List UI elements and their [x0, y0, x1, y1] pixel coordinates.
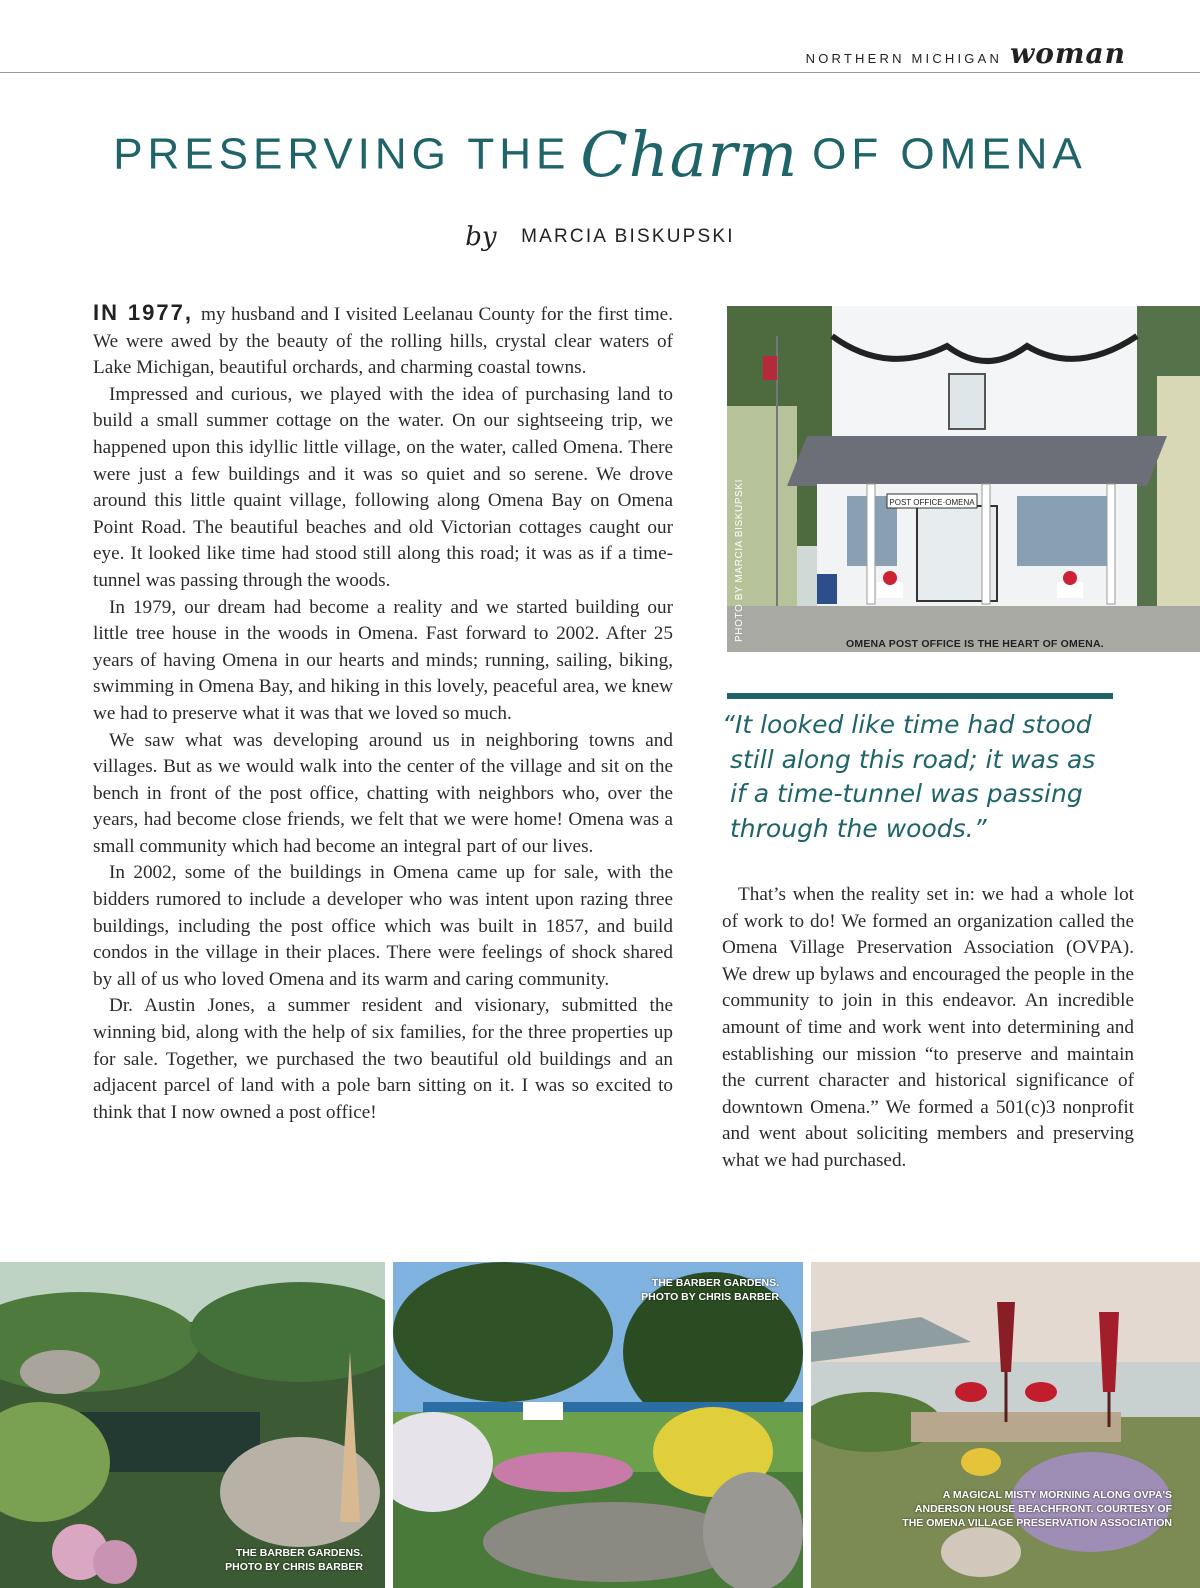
beachfront-photo [811, 1262, 1200, 1588]
caption-line: A MAGICAL MISTY MORNING ALONG OVPA'S [942, 1489, 1172, 1501]
pull-quote [722, 708, 1142, 846]
post-office-caption: OMENA POST OFFICE IS THE HEART OF OMENA. [846, 638, 1104, 650]
photo-credit: PHOTO BY MARCIA BISKUPSKI [734, 478, 745, 642]
title-part-1: PRESERVING THE [113, 129, 571, 179]
byline-by: by [465, 222, 497, 252]
garden-photo-2 [393, 1262, 803, 1588]
author-name: MARCIA BISKUPSKI [521, 226, 735, 247]
brand-name: NORTHERN MICHIGAN [805, 51, 1003, 66]
beachfront-photo-caption [902, 1488, 1172, 1530]
post-office-photo [727, 306, 1200, 652]
pull-quote-line: if a time-tunnel was passing [730, 779, 1083, 808]
article-column-left [93, 300, 673, 1126]
post-office-illustration [727, 306, 1200, 652]
caption-line: THE BARBER GARDENS. [651, 1277, 779, 1289]
lead-in: IN 1977, [93, 300, 193, 325]
post-office-sign: POST OFFICE·OMENA [889, 498, 975, 507]
caption-line: THE BARBER GARDENS. [235, 1547, 363, 1559]
title-part-2: OF OMENA [812, 129, 1087, 179]
garden-photo-1-caption [225, 1546, 363, 1574]
paragraph [93, 300, 673, 382]
pull-quote-line: still along this road; it was as [730, 744, 1096, 774]
garden-photo-1 [0, 1262, 385, 1588]
paragraph: Dr. Austin Jones, a summer resident and visionary, submitted the winning bid, along with the help of six families, for the three properties up for sale. Together, we purchased the two beautiful old buildings and an adjacent parcel of land with a pole barn sitting on it. I was so excited to think that I now owned a post office! [93, 995, 673, 1123]
article-column-right [722, 882, 1134, 1175]
paragraph: That’s when the reality set in: we had a whole lot of work to do! We formed an organization called the Omena Village Preservation Association (OVPA). We drew up bylaws and encouraged the people in the community to join in this endeavor. An incredible amount of time and work went into determining and establishing our mission “to preserve and maintain the current character and historical significance of downtown Omena.” We formed a 501(c)3 nonprofit and went about soliciting members and preserving what we had purchased. [722, 884, 1134, 1171]
caption-line: THE OMENA VILLAGE PRESERVATION ASSOCIATION [902, 1517, 1172, 1529]
caption-line: PHOTO BY CHRIS BARBER [641, 1291, 779, 1303]
caption-line: PHOTO BY CHRIS BARBER [225, 1561, 363, 1573]
article-title [0, 118, 1200, 191]
title-script-word: Charm [580, 118, 799, 191]
paragraph-text: my husband and I visited Leelanau County for the first time. We were awed by the beauty of the rolling hills, crystal clear waters of Lake Michigan, beautiful orchards, and charming coastal towns. [93, 304, 673, 379]
header-divider [0, 72, 1200, 73]
garden-photo-2-caption [641, 1276, 779, 1304]
pull-quote-line: “It looked like time had stood [722, 710, 1092, 739]
caption-line: ANDERSON HOUSE BEACHFRONT. COURTESY OF [914, 1503, 1172, 1515]
paragraph: Impressed and curious, we played with the idea of purchasing land to build a small summer cottage on the water. On our sightseeing trip, we happened upon this idyllic little village, on the water, called Omena. There were just a few buildings and it was so quiet and so serene. We drove around this little quaint village, following along Omena Bay on Omena Point Road. The beautiful beaches and old Victorian cottages caught our eye. It looked like time had stood still along this road; it was as if a time-tunnel was passing through the woods. [93, 383, 673, 591]
paragraph: We saw what was developing around us in neighboring towns and villages. But as we would walk into the center of the village and sit on the bench in front of the post office, chatting with neighbors who, over the years, had become close friends, we felt that we were home! Omena was a small community which had become an integral part of our lives. [93, 729, 673, 857]
magazine-brand [805, 37, 1126, 70]
pull-quote-rule [727, 693, 1113, 699]
byline [0, 222, 1200, 252]
brand-script-word: woman [1010, 37, 1126, 70]
paragraph: In 1979, our dream had become a reality and we started building our little tree house in the woods in Omena. Fast forward to 2002. After 25 years of having Omena in our hearts and minds; running, sailing, biking, swimming in Omena Bay, and hiking in this lovely, peaceful area, we knew we had to preserve what it was that we loved so much. [93, 596, 673, 724]
pull-quote-line: through the woods.” [730, 813, 987, 843]
paragraph: In 2002, some of the buildings in Omena came up for sale, with the bidders rumored to include a developer who was intent upon razing three buildings, including the post office which was built in 1857, and build condos in the village in their places. There were feelings of shock shared by all of us who loved Omena and its warm and caring community. [93, 862, 673, 990]
